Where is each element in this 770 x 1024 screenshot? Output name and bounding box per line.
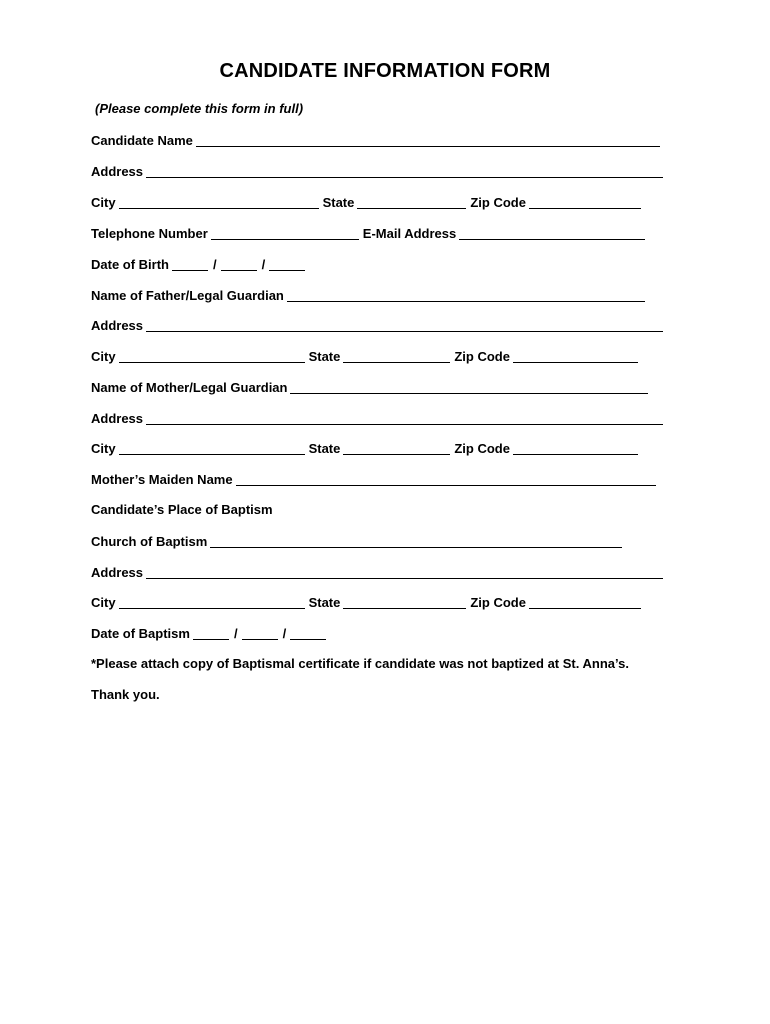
telephone-label: Telephone Number [91,226,208,241]
contact-row [91,223,649,243]
dob-row [91,254,309,274]
candidate-address-row [91,161,667,181]
father-address-field[interactable] [146,317,663,332]
dob-label: Date of Birth [91,257,169,272]
maiden-name-row [91,469,660,489]
mother-field[interactable] [290,379,648,394]
church-city-label: City [91,595,116,610]
candidate-name-field[interactable] [196,132,660,147]
church-zip-field[interactable] [529,594,641,609]
baptism-place-heading: Candidate’s Place of Baptism [91,502,273,517]
father-address-label: Address [91,318,144,333]
father-zip-label: Zip Code [454,349,510,364]
baptism-date-separator: / [282,626,287,641]
mother-zip-label: Zip Code [454,441,510,456]
church-field[interactable] [210,533,622,548]
email-field[interactable] [459,225,645,240]
mother-row [91,377,652,397]
father-zip-field[interactable] [513,348,638,363]
church-zip-label: Zip Code [470,595,526,610]
candidate-name-row [91,130,664,150]
church-address-field[interactable] [146,564,663,579]
candidate-city-row [91,192,645,212]
dob-month-field[interactable] [172,256,208,271]
baptism-year-field[interactable] [290,625,326,640]
candidate-zip-label: Zip Code [470,195,526,210]
mother-address-label: Address [91,411,144,426]
father-city-field[interactable] [119,348,305,363]
form-instruction: (Please complete this form in full) [95,101,304,116]
father-address-row [91,315,667,335]
maiden-name-field[interactable] [236,471,656,486]
dob-separator: / [261,257,266,272]
baptism-date-row [91,623,330,643]
mother-city-row [91,438,642,458]
father-city-row [91,346,642,366]
church-city-row [91,592,645,612]
church-address-row [91,562,667,582]
mother-city-label: City [91,441,116,456]
father-city-label: City [91,349,116,364]
father-state-label: State [308,349,341,364]
father-state-field[interactable] [343,348,450,363]
candidate-name-label: Candidate Name [91,133,193,148]
dob-day-field[interactable] [221,256,257,271]
father-label: Name of Father/Legal Guardian [91,288,284,303]
baptismal-certificate-note: *Please attach copy of Baptismal certificate if candidate was not baptized at St. Anna’s. [91,656,629,671]
mother-state-label: State [308,441,341,456]
candidate-address-field[interactable] [146,163,663,178]
mother-address-field[interactable] [146,410,663,425]
mother-address-row [91,408,667,428]
dob-separator: / [213,257,217,272]
mother-state-field[interactable] [343,440,450,455]
baptism-date-separator: / [233,626,238,641]
thank-you-text: Thank you. [91,687,160,702]
maiden-name-label: Mother’s Maiden Name [91,472,233,487]
dob-year-field[interactable] [269,256,305,271]
mother-city-field[interactable] [119,440,305,455]
candidate-state-field[interactable] [357,194,466,209]
mother-label: Name of Mother/Legal Guardian [91,380,288,395]
church-city-field[interactable] [119,594,305,609]
email-label: E-Mail Address [362,226,457,241]
church-row [91,531,626,551]
telephone-field[interactable] [211,225,359,240]
baptism-day-field[interactable] [242,625,278,640]
candidate-zip-field[interactable] [529,194,641,209]
form-title: CANDIDATE INFORMATION FORM [219,60,551,82]
candidate-state-label: State [322,195,355,210]
candidate-address-label: Address [91,164,144,179]
baptism-month-field[interactable] [193,625,229,640]
father-row [91,285,649,305]
baptism-date-label: Date of Baptism [91,626,190,641]
candidate-city-field[interactable] [119,194,319,209]
church-label: Church of Baptism [91,534,208,549]
mother-zip-field[interactable] [513,440,638,455]
father-field[interactable] [287,287,645,302]
church-state-field[interactable] [343,594,466,609]
candidate-city-label: City [91,195,116,210]
church-state-label: State [308,595,341,610]
church-address-label: Address [91,565,144,580]
